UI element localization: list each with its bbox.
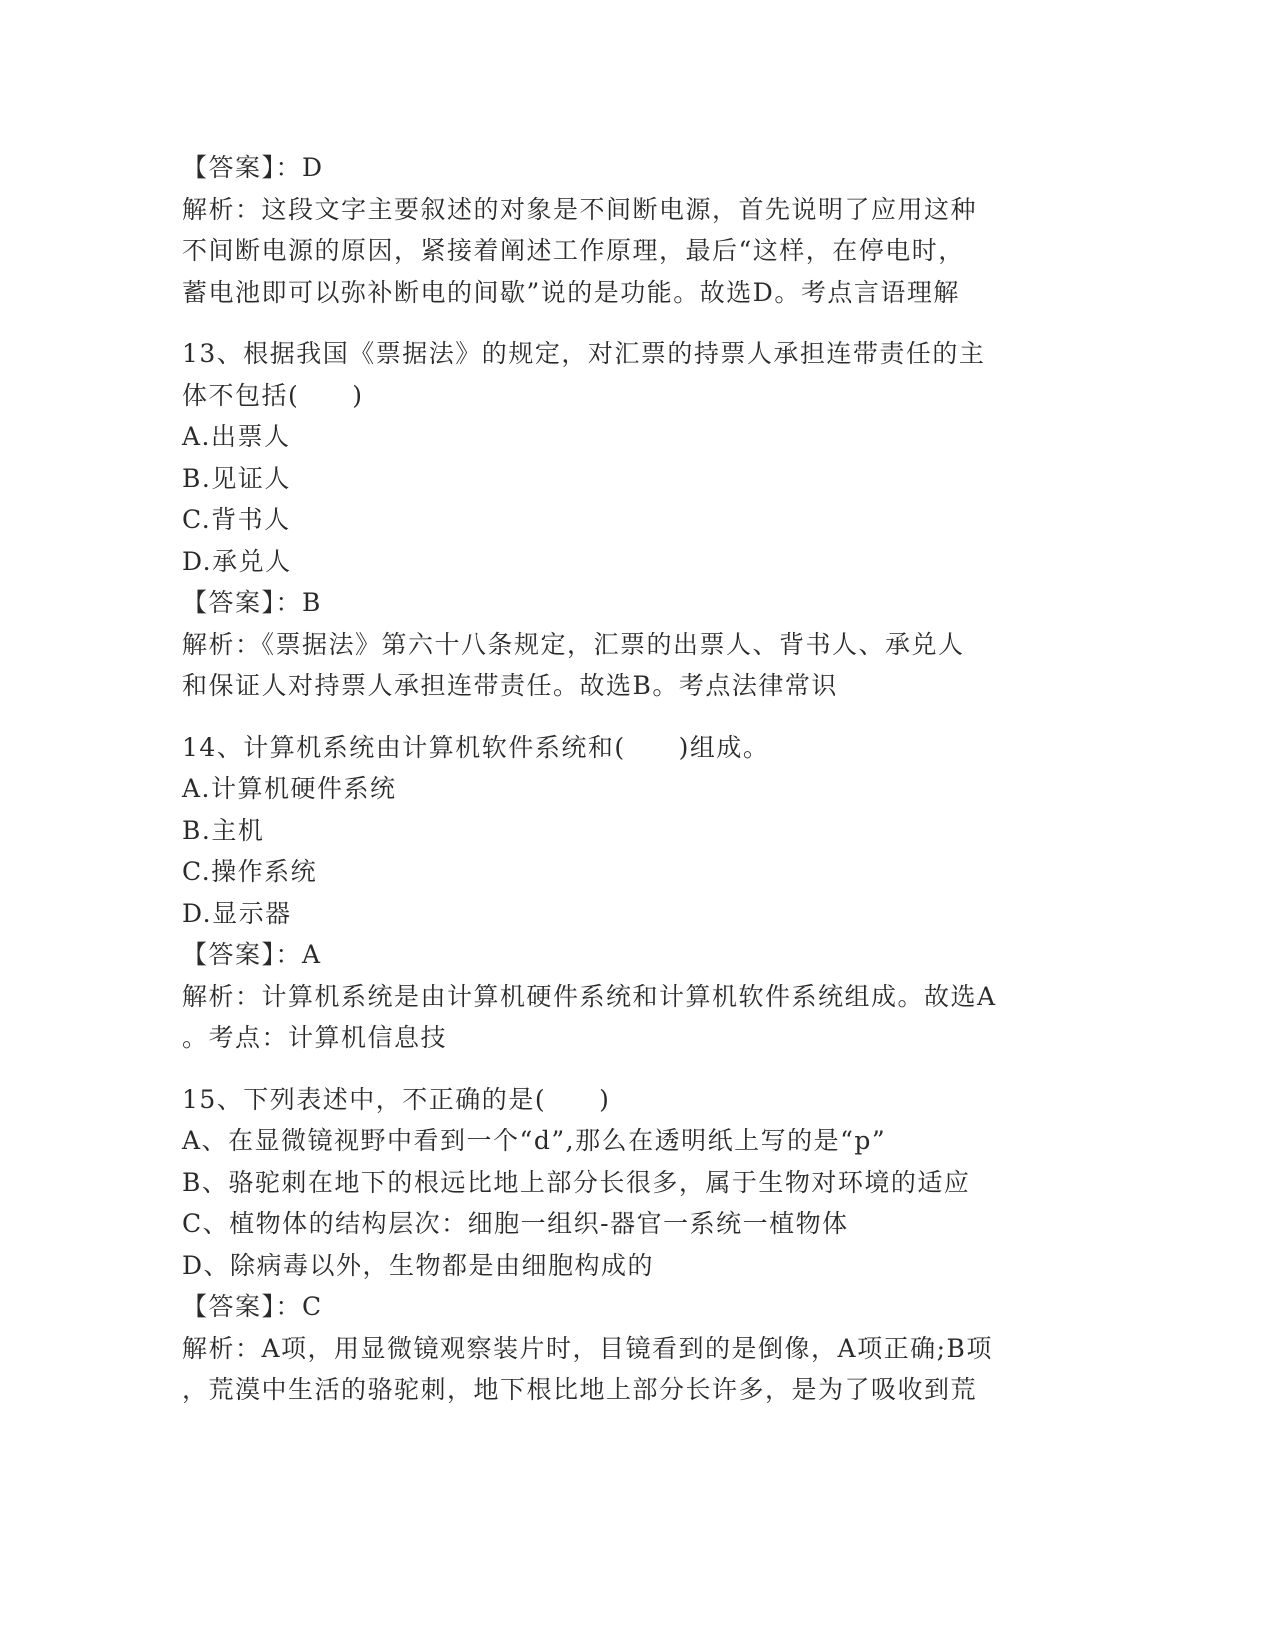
question-text: 14、计算机系统由计算机软件系统和( )组成。 [182, 732, 770, 762]
spacer [182, 313, 1082, 333]
document-page [182, 147, 1082, 1411]
question-text: 体不包括( ) [182, 380, 364, 410]
explanation-line: 不间断电源的原因，紧接着阐述工作原理，最后“这样，在停电时， [182, 236, 965, 265]
option-b: B.主机 [182, 815, 265, 845]
option-b: B.见证人 [182, 463, 291, 493]
answer-line: 【答案】：B [182, 588, 322, 617]
explanation-line: ，荒漠中生活的骆驼刺，地下根比地上部分长许多，是为了吸收到荒 [182, 1375, 978, 1404]
option-a: A.出票人 [182, 422, 291, 451]
option-b: B、骆驼刺在地下的根远比地上部分长很多，属于生物对环境的适应 [182, 1167, 971, 1197]
option-c: C.操作系统 [182, 857, 318, 886]
answer-line: 【答案】：D [182, 153, 324, 182]
explanation-line: 解析：A项，用显微镜观察装片时，目镜看到的是倒像，A项正确;B项 [182, 1333, 993, 1363]
option-d: D、除病毒以外，生物都是由细胞构成的 [182, 1250, 655, 1280]
option-d: D.承兑人 [182, 546, 292, 576]
option-c: C.背书人 [182, 505, 291, 534]
explanation-line: 蓄电池即可以弥补断电的间歇”说的是功能。故选D。考点言语理解 [182, 277, 960, 307]
explanation-line: 。考点：计算机信息技 [182, 1023, 448, 1052]
answer-line: 【答案】：C [182, 1292, 323, 1321]
option-c: C、植物体的结构层次：细胞一组织-器官一系统一植物体 [182, 1209, 849, 1238]
option-d: D.显示器 [182, 898, 292, 928]
option-a: A、在显微镜视野中看到一个“d”,那么在透明纸上写的是“p” [182, 1126, 887, 1155]
option-a: A.计算机硬件系统 [182, 774, 397, 803]
question-14 [182, 727, 1082, 1059]
explanation-line: 解析：《票据法》第六十八条规定，汇票的出票人、背书人、承兑人 [182, 629, 965, 659]
answer-line: 【答案】：A [182, 940, 322, 969]
spacer [182, 1059, 1082, 1079]
question-13 [182, 333, 1082, 707]
question-12-tail [182, 147, 1082, 313]
question-text: 15、下列表述中，不正确的是( ) [182, 1084, 611, 1114]
explanation-line: 和保证人对持票人承担连带责任。故选B。考点法律常识 [182, 671, 838, 700]
explanation-line: 解析：这段文字主要叙述的对象是不间断电源，首先说明了应用这种 [182, 194, 978, 224]
question-15 [182, 1079, 1082, 1411]
question-text: 13、根据我国《票据法》的规定，对汇票的持票人承担连带责任的主 [182, 339, 986, 368]
explanation-line: 解析：计算机系统是由计算机硬件系统和计算机软件系统组成。故选A [182, 981, 997, 1011]
spacer [182, 707, 1082, 727]
